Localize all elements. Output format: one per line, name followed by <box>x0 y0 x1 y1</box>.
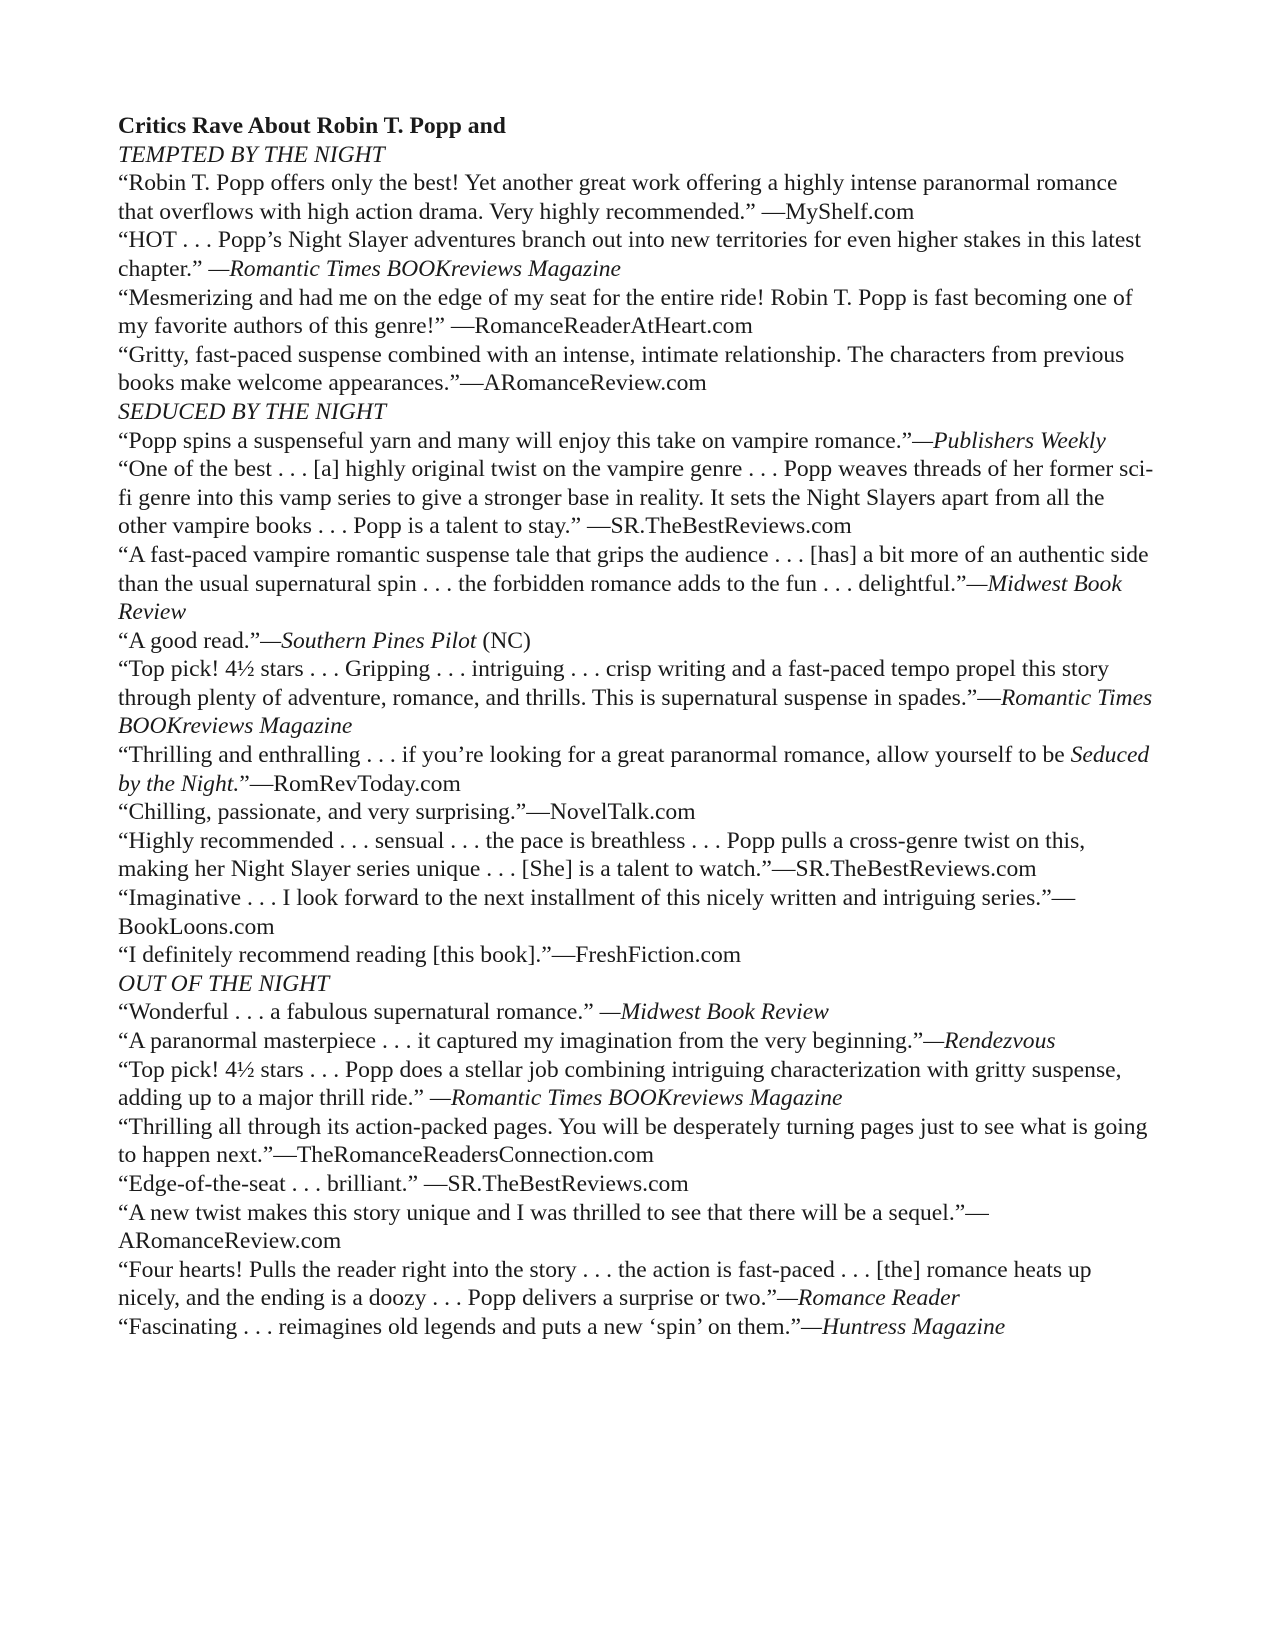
section-tempted <box>118 141 1158 398</box>
review-source: —Romantic Times BOOKreviews Magazine <box>208 255 622 282</box>
review-quote: “A new twist makes this story unique and I was thrilled to see that there will be a sequel.”—ARomanceReview.com <box>118 1199 989 1255</box>
review-quote: “A good read.”—Southern Pines Pilot (NC) <box>118 627 531 654</box>
review-source: —Midwest Book Review <box>599 999 829 1026</box>
review-source: —Midwest Book Review <box>118 570 1122 626</box>
review-quote: “Four hearts! Pulls the reader right into the story . . . the action is fast-paced . . . [the] romance heats up nicely, and the ending is a doozy . . . Popp delivers a surprise or two.”—Romance Reader <box>118 1256 1092 1312</box>
section-seduced <box>118 398 1158 970</box>
review-quote: “A paranormal masterpiece . . . it captured my imagination from the very beginning.”—Rendezvous <box>118 1028 1056 1054</box>
review-quote: “Thrilling all through its action-packed pages. You will be desperately turning pages just to see what is going to happen next.”—TheRomanceReadersConnection.com <box>118 1113 1148 1169</box>
review-quote: “HOT . . . Popp’s Night Slayer adventures branch out into new territories for even higher stakes in this latest chapter.” —Romantic Times BOOKreviews Magazine <box>118 227 1142 282</box>
review-quote: “Fascinating . . . reimagines old legends and puts a new ‘spin’ on them.”—Huntress Magazine <box>118 1313 1006 1340</box>
review-source: —Romance Reader <box>776 1285 960 1312</box>
book-title: SEDUCED BY THE NIGHT <box>118 398 387 425</box>
review-quote: “I definitely recommend reading [this book].”—FreshFiction.com <box>118 942 742 969</box>
review-quote: “Thrilling and enthralling . . . if you’re looking for a great paranormal romance, allow yourself to be Seduced by the Night.”—RomRevToday.com <box>118 742 1150 797</box>
page-heading: Critics Rave About Robin T. Popp and <box>118 113 506 139</box>
review-quote: “One of the best . . . [a] highly original twist on the vampire genre . . . Popp weaves threads of her former sci-fi genre into this vamp series to give a stronger base in reality. It sets the Night Slayers apart from all the other vampire books . . . Popp is a talent to stay.” —SR.TheBestReviews.com <box>118 456 1154 540</box>
review-quote: “Popp spins a suspenseful yarn and many will enjoy this take on vampire romance.”—Publishers Weekly <box>118 427 1106 454</box>
review-source: —Publishers Weekly <box>912 427 1106 454</box>
section-out-of-the-night <box>118 970 1158 1342</box>
review-source: —Romantic Times BOOKreviews Magazine <box>429 1085 843 1112</box>
review-quote: “Edge-of-the-seat . . . brilliant.” —SR.TheBestReviews.com <box>118 1170 689 1197</box>
review-quote: “Chilling, passionate, and very surprising.”—NovelTalk.com <box>118 799 696 826</box>
review-quote: “Top pick! 4½ stars . . . Gripping . . . intriguing . . . crisp writing and a fast-paced tempo propel this story through plenty of adventure, romance, and thrills. This is supernatural suspense in spades.”—Romantic Times BOOKreviews Magazine <box>118 656 1153 740</box>
review-source: —Huntress Magazine <box>800 1313 1006 1340</box>
review-quote: “Highly recommended . . . sensual . . . the pace is breathless . . . Popp pulls a cross-genre twist on this, making her Night Slayer series unique . . . [She] is a talent to watch.”—SR.TheBestReviews.com <box>118 827 1086 883</box>
review-source: —Southern Pines Pilot <box>260 627 477 654</box>
review-quote: “A fast-paced vampire romantic suspense tale that grips the audience . . . [has] a bit more of an authentic side than the usual supernatural spin . . . the forbidden romance adds to the fun . . . delightful.”—Midwest Book Review <box>118 541 1149 626</box>
review-quote: “Gritty, fast-paced suspense combined with an intense, intimate relationship. The characters from previous books make welcome appearances.”—ARomanceReview.com <box>118 341 1125 397</box>
document-page <box>118 112 1158 1342</box>
book-title: TEMPTED BY THE NIGHT <box>118 141 385 168</box>
book-title-inline: Seduced by the Night. <box>118 742 1150 797</box>
review-quote: “Wonderful . . . a fabulous supernatural romance.” —Midwest Book Review <box>118 999 829 1026</box>
review-source: Romantic Times BOOKreviews Magazine <box>118 684 1153 740</box>
review-quote: “Mesmerizing and had me on the edge of my seat for the entire ride! Robin T. Popp is fast becoming one of my favorite authors of this genre!” —RomanceReaderAtHeart.com <box>118 284 1133 340</box>
review-quote: “Imaginative . . . I look forward to the next installment of this nicely written and intriguing series.”—BookLoons.com <box>118 885 1076 940</box>
review-source: —Rendezvous <box>923 1028 1056 1054</box>
book-title: OUT OF THE NIGHT <box>118 970 330 997</box>
review-quote: “Robin T. Popp offers only the best! Yet another great work offering a highly intense paranormal romance that overflows with high action drama. Very highly recommended.” —MyShelf.com <box>118 170 1118 225</box>
review-quote: “Top pick! 4½ stars . . . Popp does a stellar job combining intriguing characterization with gritty suspense, adding up to a major thrill ride.” —Romantic Times BOOKreviews Magazine <box>118 1056 1122 1112</box>
